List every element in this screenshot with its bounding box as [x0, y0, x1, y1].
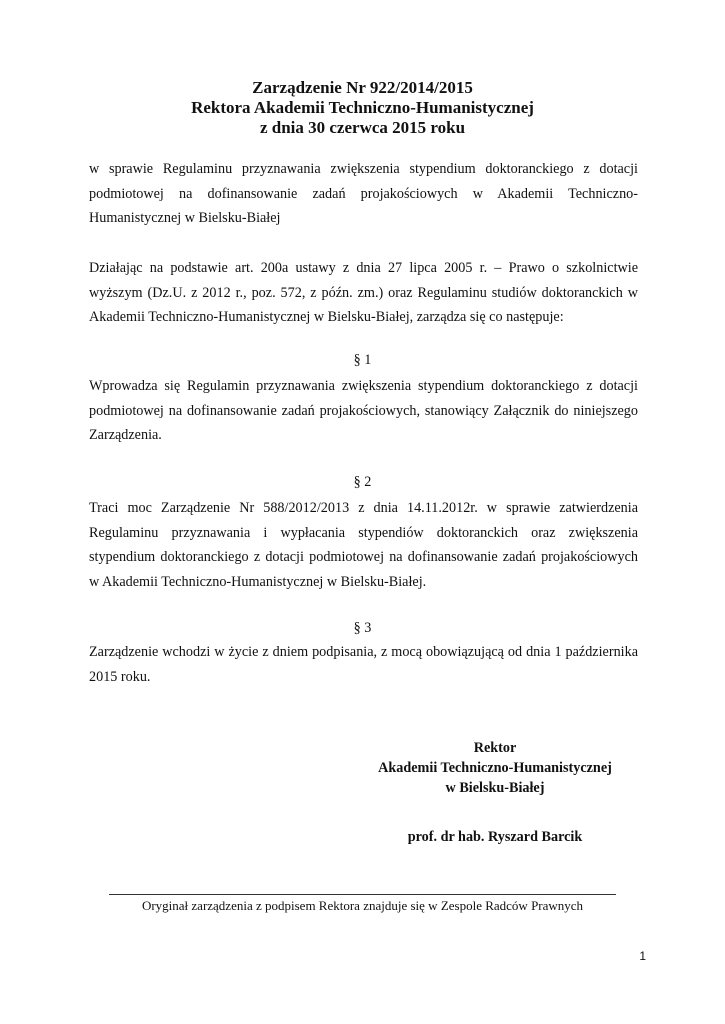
- section-3-text: Zarządzenie wchodzi w życie z dniem podpisania, z mocą obowiązującą od dnia 1 października 2015 roku.: [89, 644, 638, 685]
- section-1-body: [89, 374, 638, 448]
- section-1-text: Wprowadza się Regulamin przyznawania zwiększenia stypendium doktoranckiego z dotacji podmiotowej na dofinansowanie zadań projakościowych, stanowiący Załącznik do niniejszego Zarządzenia.: [89, 378, 638, 443]
- section-3-sign: § 3: [353, 620, 372, 636]
- title-line-issuer: Rektora Akademii Techniczno-Humanistycznej: [191, 98, 534, 117]
- footnote: Oryginał zarządzenia z podpisem Rektora znajduje się w Zespole Radców Prawnych: [141, 898, 584, 913]
- signature-block: [340, 738, 650, 798]
- signature-title: Rektor: [473, 740, 517, 756]
- page-number: 1: [639, 949, 646, 963]
- decree-subject: [89, 157, 638, 231]
- title-line-decree-number: Zarządzenie Nr 922/2014/2015: [252, 78, 473, 97]
- signer-name: prof. dr hab. Ryszard Barcik: [407, 829, 583, 845]
- decree-subject-text: w sprawie Regulaminu przyznawania zwiększenia stypendium doktoranckiego z dotacji podmiotowej na dofinansowanie zadań projakościowych w Akademii Techniczno-Humanistycznej w Bielsku-Białej: [89, 161, 638, 226]
- document-title: [0, 78, 725, 138]
- legal-basis: [89, 256, 638, 330]
- legal-basis-text: Działając na podstawie art. 200a ustawy z dnia 27 lipca 2005 r. – Prawo o szkolnictwie wyższym (Dz.U. z 2012 r., poz. 572, z późn. zm.) oraz Regulaminu studiów doktoranckich w Akademii Techniczno-Humanistycznej w Bielsku-Białej, zarządza się co następuje:: [89, 260, 638, 325]
- section-2-sign: § 2: [353, 474, 372, 490]
- section-1-sign: § 1: [353, 352, 372, 368]
- section-2-text: Traci moc Zarządzenie Nr 588/2012/2013 z dnia 14.11.2012r. w sprawie zatwierdzenia Regulaminu przyznawania i wypłacania stypendiów doktoranckich oraz zwiększenia stypendium doktoranckiego z dotacji podmiotowej na dofinansowanie zadań projakościowych w Akademii Techniczno-Humanistycznej w Bielsku-Białej.: [89, 500, 638, 590]
- section-3-body: [89, 640, 638, 689]
- title-line-date: z dnia 30 czerwca 2015 roku: [259, 118, 466, 137]
- signature-institution: Akademii Techniczno-Humanistycznej: [378, 760, 612, 776]
- footnote-divider: [109, 894, 616, 895]
- signature-location: w Bielsku-Białej: [445, 780, 545, 796]
- section-2-body: [89, 496, 638, 594]
